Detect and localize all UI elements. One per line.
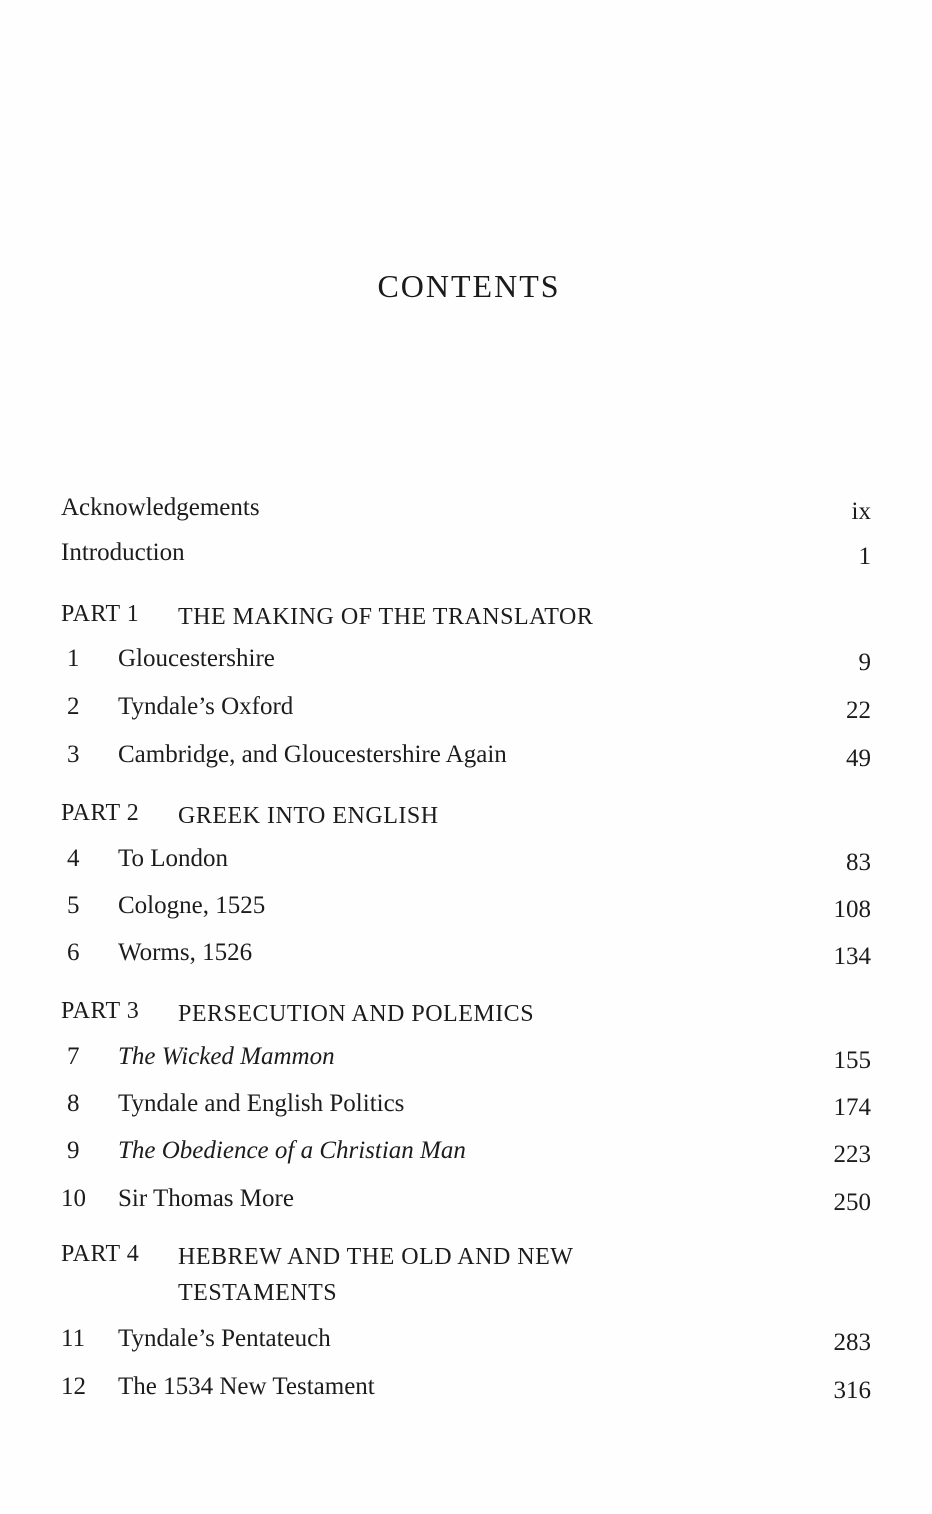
part-title: HEBREW AND THE OLD AND NEW TESTAMENTS [178, 1244, 573, 1306]
entry-page-number: 155 [833, 1047, 871, 1074]
entry-page-number: 250 [833, 1189, 871, 1216]
chapter-title: The 1534 New Testament [118, 1373, 375, 1400]
part-title: PERSECUTION AND POLEMICS [178, 1001, 535, 1027]
entry-page-number: 223 [833, 1141, 871, 1168]
entry-page-number: 49 [846, 745, 871, 772]
entry-page-number: 134 [833, 943, 871, 970]
chapter-number: 11 [61, 1325, 86, 1352]
chapter-number: 6 [67, 939, 80, 966]
part-title: GREEK INTO ENGLISH [178, 803, 439, 829]
chapter-number: 1 [67, 645, 80, 672]
toc-entry-chapter-2[interactable] [61, 692, 871, 724]
part-label: PART 4 [61, 1241, 140, 1267]
entry-page-number: 9 [858, 649, 871, 676]
entry-page-number: 83 [846, 849, 871, 876]
entry-page-number: 316 [833, 1377, 871, 1404]
part-label: PART 2 [61, 800, 140, 826]
chapter-title: Sir Thomas More [118, 1185, 294, 1212]
chapter-number: 7 [67, 1043, 80, 1070]
entry-page-number: 174 [833, 1094, 871, 1121]
chapter-title: Tyndale and English Politics [118, 1090, 405, 1117]
entry-title: Introduction [61, 539, 185, 566]
chapter-title: Cologne, 1525 [118, 892, 266, 919]
chapter-number: 2 [67, 693, 80, 720]
toc-entry-chapter-9[interactable] [61, 1136, 871, 1168]
part-label: PART 1 [61, 601, 140, 627]
chapter-title: The Wicked Mammon [118, 1043, 335, 1070]
toc-entry-chapter-10[interactable] [61, 1184, 871, 1216]
chapter-title: Gloucestershire [118, 645, 275, 672]
entry-page-number: 1 [858, 543, 871, 570]
chapter-number: 5 [67, 892, 80, 919]
toc-entry-chapter-5[interactable] [61, 891, 871, 923]
chapter-title: Tyndale’s Oxford [118, 693, 294, 720]
toc-entry-acknowledgements[interactable] [61, 493, 871, 525]
toc-entry-chapter-12[interactable] [61, 1372, 871, 1404]
chapter-number: 3 [67, 741, 80, 768]
chapter-number: 4 [67, 845, 80, 872]
part-title: THE MAKING OF THE TRANSLATOR [178, 604, 594, 630]
chapter-title: The Obedience of a Christian Man [118, 1137, 466, 1164]
chapter-title: Cambridge, and Gloucestershire Again [118, 741, 507, 768]
chapter-title: Worms, 1526 [118, 939, 253, 966]
chapter-number: 8 [67, 1090, 80, 1117]
chapter-title: Tyndale’s Pentateuch [118, 1325, 331, 1352]
page-title: CONTENTS [377, 268, 561, 304]
entry-page-number: ix [851, 498, 871, 525]
chapter-number: 12 [61, 1373, 86, 1400]
toc-entry-chapter-7[interactable] [61, 1042, 871, 1074]
toc-entry-chapter-8[interactable] [61, 1089, 871, 1121]
entry-page-number: 22 [846, 697, 871, 724]
toc-entry-chapter-3[interactable] [61, 740, 871, 772]
entry-page-number: 283 [833, 1329, 871, 1356]
toc-entry-chapter-6[interactable] [61, 938, 871, 970]
chapter-number: 10 [61, 1185, 86, 1212]
part-label: PART 3 [61, 998, 140, 1024]
chapter-title: To London [118, 845, 229, 872]
toc-entry-chapter-4[interactable] [61, 844, 871, 876]
entry-page-number: 108 [833, 896, 871, 923]
toc-entry-chapter-1[interactable] [61, 644, 871, 676]
toc-entry-chapter-11[interactable] [61, 1324, 871, 1356]
toc-entry-introduction[interactable] [61, 538, 871, 570]
entry-title: Acknowledgements [61, 494, 260, 521]
chapter-number: 9 [67, 1137, 80, 1164]
